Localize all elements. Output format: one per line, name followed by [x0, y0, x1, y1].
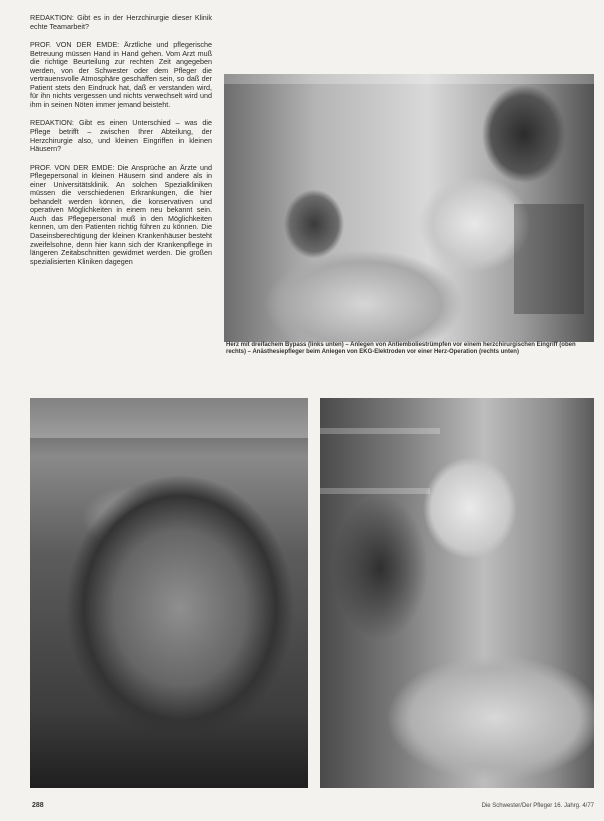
speaker-label: REDAKTION: [30, 13, 74, 22]
page-number: 288 [32, 802, 44, 809]
shelf-highlight [320, 488, 430, 494]
photo-caption: Herz mit dreifachem Bypass (links unten) – Anlegen von Antiemboliestrümpfen vor einem herzchirurgischen Eingriff (oben rechts) – Anästhesiepfleger beim Anlegen von EKG-Elektroden vor einer Herz-Operation (rechts unten) [226, 342, 576, 356]
interview-paragraph [30, 164, 212, 267]
photo-anesthesia-nurse [320, 398, 594, 788]
shelf-highlight [320, 428, 440, 434]
interview-paragraph [30, 14, 212, 31]
interview-paragraph [30, 41, 212, 109]
journal-source: Die Schwester/Der Pfleger 16. Jahrg. 4/77 [481, 803, 594, 809]
photo-heart-bypass [30, 398, 308, 788]
speaker-label: PROF. VON DER EMDE: [30, 162, 115, 172]
speaker-label: REDAKTION: [30, 118, 74, 128]
interview-text-column [30, 14, 212, 276]
paragraph-text: Ärztliche und pflegerische Betreuung müssen Hand in Hand gehen. Vom Arzt muß die richtige Beurteilung zur rechten Zeit angegeben werden, von der Schwester oder dem Pfleger die vertrauensvolle Atmosphäre geschaffen sein, so daß der Patient stets den Eindruck hat, daß er verstanden wird, für ihn nichts vergessen und nichts verwechselt wird und ihm in seinen Nöten immer jemand beisteht. [30, 40, 213, 109]
paragraph-text: Gibt es in der Herzchirurgie dieser Klinik echte Teamarbeit? [30, 13, 212, 31]
drape-highlight [30, 398, 308, 438]
interview-paragraph [30, 119, 212, 153]
photo-highlight [224, 74, 594, 84]
speaker-label: PROF. VON DER EMDE: [30, 40, 120, 50]
photo-nurses-applying-stockings [224, 74, 594, 342]
bed-frame-shadow [514, 204, 584, 314]
paragraph-text: Die Ansprüche an Ärzte und Pflegepersonal in kleinen Häusern sind andere als in einer Universitätsklinik. An solchen Spezialkliniken müssen die verschiedenen Erkrankungen, die hier behandelt werden können, die konservativen und operativen Möglichkeiten in einem neu bekannt sein. Auch das Pflegepersonal muß in den Möglichkeiten kennen, um den Patienten richtig führen zu können. Die Daseinsberechtigung der kleinen Krankenhäuser besteht zweifelsohne, denn hier kann sich der Krankenpflege in längeren Zeitabschnitten gewidmet werden. Die großen spezialisierten Kliniken dagegen [30, 162, 213, 266]
paragraph-text: Gibt es einen Unterschied – was die Pflege betrifft – zwischen Ihrer Abteilung, der Herzchirurgie also, und kleinen Eingriffen in kleinen Häusern? [30, 118, 212, 154]
